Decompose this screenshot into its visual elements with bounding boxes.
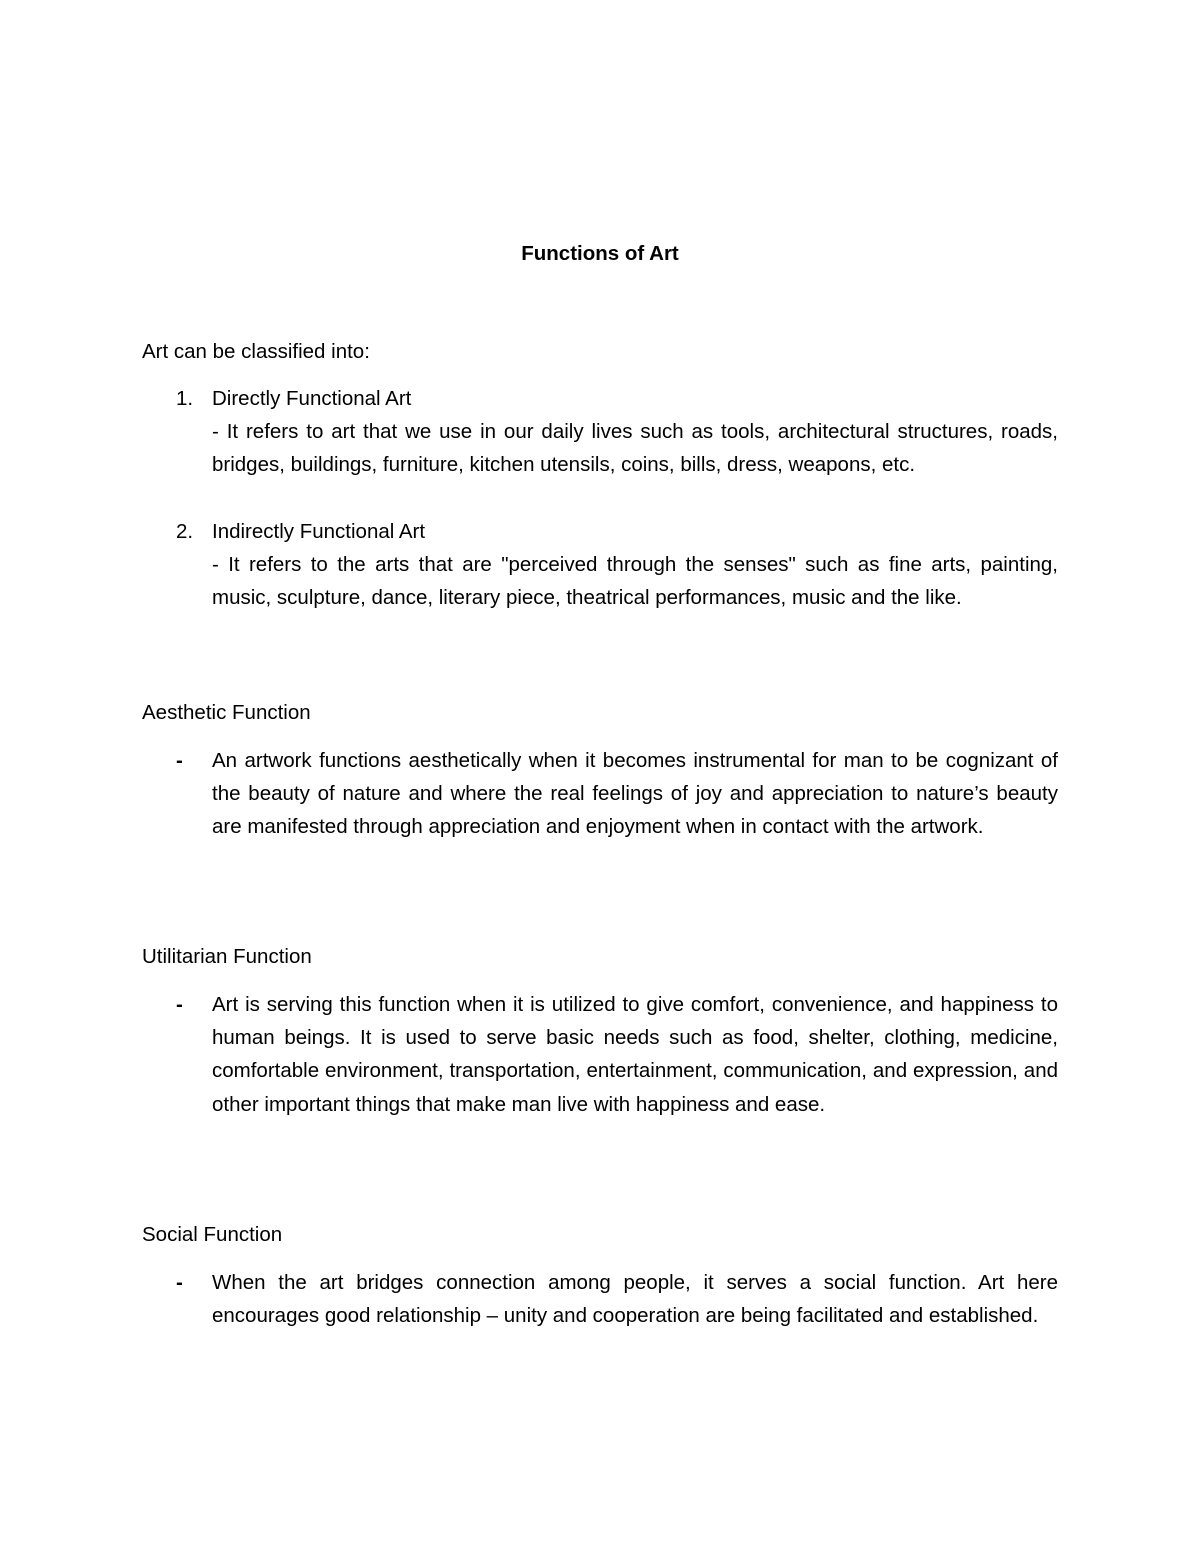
section-heading-aesthetic: Aesthetic Function — [142, 701, 311, 724]
classification-number: 2. — [176, 520, 194, 543]
intro-text: Art can be classified into: — [142, 340, 370, 363]
document-title: Functions of Art — [521, 242, 679, 265]
section-heading-social: Social Function — [142, 1223, 283, 1246]
classification-heading: Indirectly Functional Art — [212, 520, 426, 543]
section-text: An artwork functions aesthetically when it becomes instrumental for man to be cognizant of the beauty of nature and where the real feelings of joy and appreciation to nature’s beauty are manifested through appreciation and enjoyment when in contact with the artwork. — [212, 749, 1058, 839]
section-heading-utilitarian: Utilitarian Function — [142, 945, 312, 968]
bullet-dash: - — [176, 1271, 183, 1294]
classification-heading: Directly Functional Art — [212, 387, 412, 410]
classification-description: - It refers to the arts that are "perceived through the senses" such as fine arts, painting, music, sculpture, dance, literary piece, theatrical performances, music and the like. — [212, 553, 1058, 609]
classification-description: - It refers to art that we use in our daily lives such as tools, architectural structures, roads, bridges, buildings, furniture, kitchen utensils, coins, bills, dress, weapons, etc. — [212, 420, 1058, 476]
section-text: Art is serving this function when it is utilized to give comfort, convenience, and happiness to human beings. It is used to serve basic needs such as food, shelter, clothing, medicine, comfortable environment, transportation, entertainment, communication, and expression, and other important things that make man live with happiness and ease. — [212, 993, 1058, 1116]
classification-number: 1. — [176, 387, 194, 410]
bullet-dash: - — [176, 749, 183, 772]
bullet-dash: - — [176, 993, 183, 1016]
section-text: When the art bridges connection among people, it serves a social function. Art here encourages good relationship – unity and cooperation are being facilitated and established. — [212, 1271, 1058, 1328]
